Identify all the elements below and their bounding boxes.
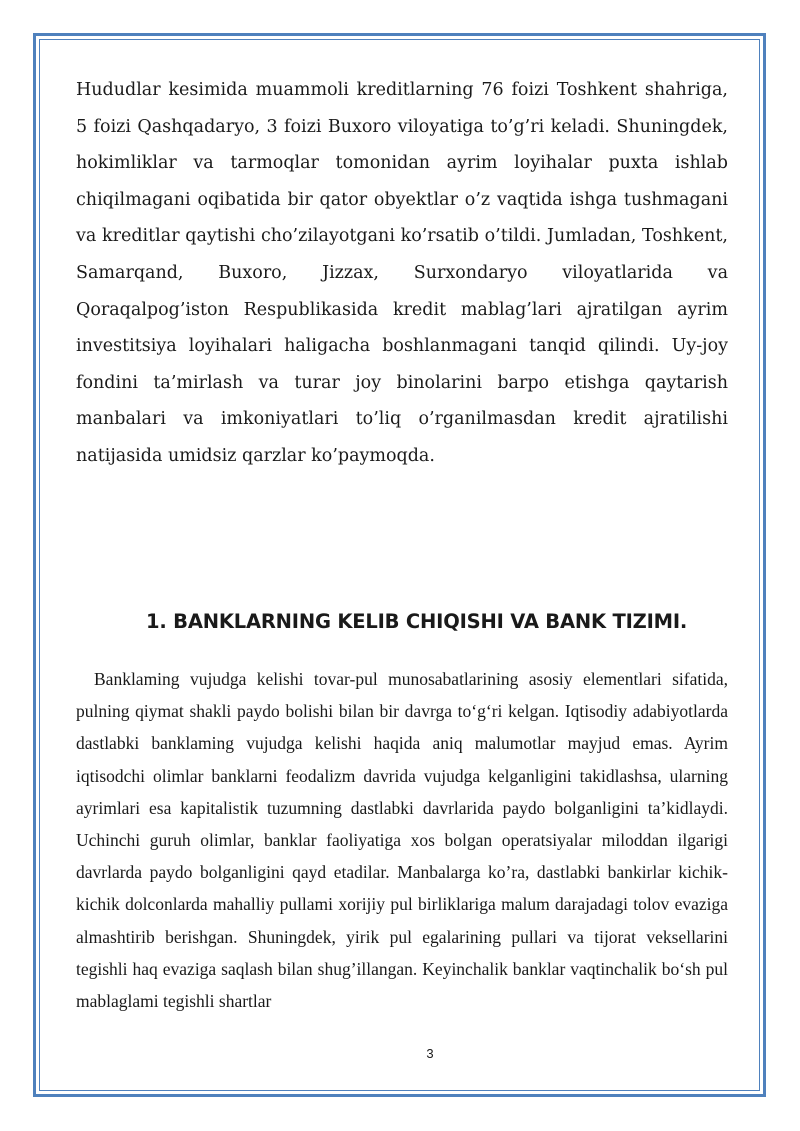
body-paragraph-2: Banklaming vujudga kelishi tovar-pul munosabatlarining asosiy elementlari sifatida, pulning qiymat shakli paydo bolishi bilan bir davrga to‘g‘ri kelgan. Iqtisodiy adabiyotlarda dastlabki banklaming vujudga kelishi haqida aniq malumotlar mayjud emas. Ayrim iqtisodchi olimlar banklarni feodalizm davrida vujudga kelganligini takidlashsa, ularning ayrimlari esa kapitalistik tuzumning dastlabki davrlarida paydo bolganligini ta’kidlaydi. Uchinchi guruh olimlar, banklar faoliyatiga xos bolgan operatsiyalar miloddan ilgarigi davrlarda paydo bolganligini qayd etadilar. Manbalarga ko’ra, dastlabki bankirlar kichik-kichik dolconlarda mahalliy pullami xorijiy pul birliklariga malum darajadagi tolov evaziga almashtirib berishgan. Shuningdek, yirik pul egalarining pullari va tijorat veksellarini tegishli haq evaziga saqlash bilan shug’illangan. Keyinchalik banklar vaqtinchalik bo‘sh pul mablaglami tegishli shartlar [76, 669, 728, 1012]
section-heading: 1. BANKLARNING KELIB CHIQISHI VA BANK TIZIMI. [146, 610, 688, 633]
page-number: 3 [426, 1046, 434, 1061]
body-paragraph-1: Hududlar kesimida muammoli kreditlarning 76 foizi Toshkent shahriga, 5 foizi Qashqadaryo, 3 foizi Buxoro viloyatiga to’g’ri keladi. Shuningdek, hokimliklar va tarmoqlar tomonidan ayrim loyihalar puxta ishlab chiqilmagani oqibatida bir qator obyektlar o’z vaqtida ishga tushmagani va kreditlar qaytishi cho’zilayotgani ko’rsatib o’tildi. Jumladan, Toshkent, Samarqand, Buxoro, Jizzax, Surxondaryo viloyatlarida va Qoraqalpog’iston Respublikasida kredit mablag’lari ajratilgan ayrim investitsiya loyihalari haligacha boshlanmagani tanqid qilindi. Uy-joy fondini ta’mirlash va turar joy binolarini barpo etishga qaytarish manbalari va imkoniyatlari to’liq o’rganilmasdan kredit ajratilishi natijasida umidsiz qarzlar ko’paymoqda. [76, 80, 728, 466]
